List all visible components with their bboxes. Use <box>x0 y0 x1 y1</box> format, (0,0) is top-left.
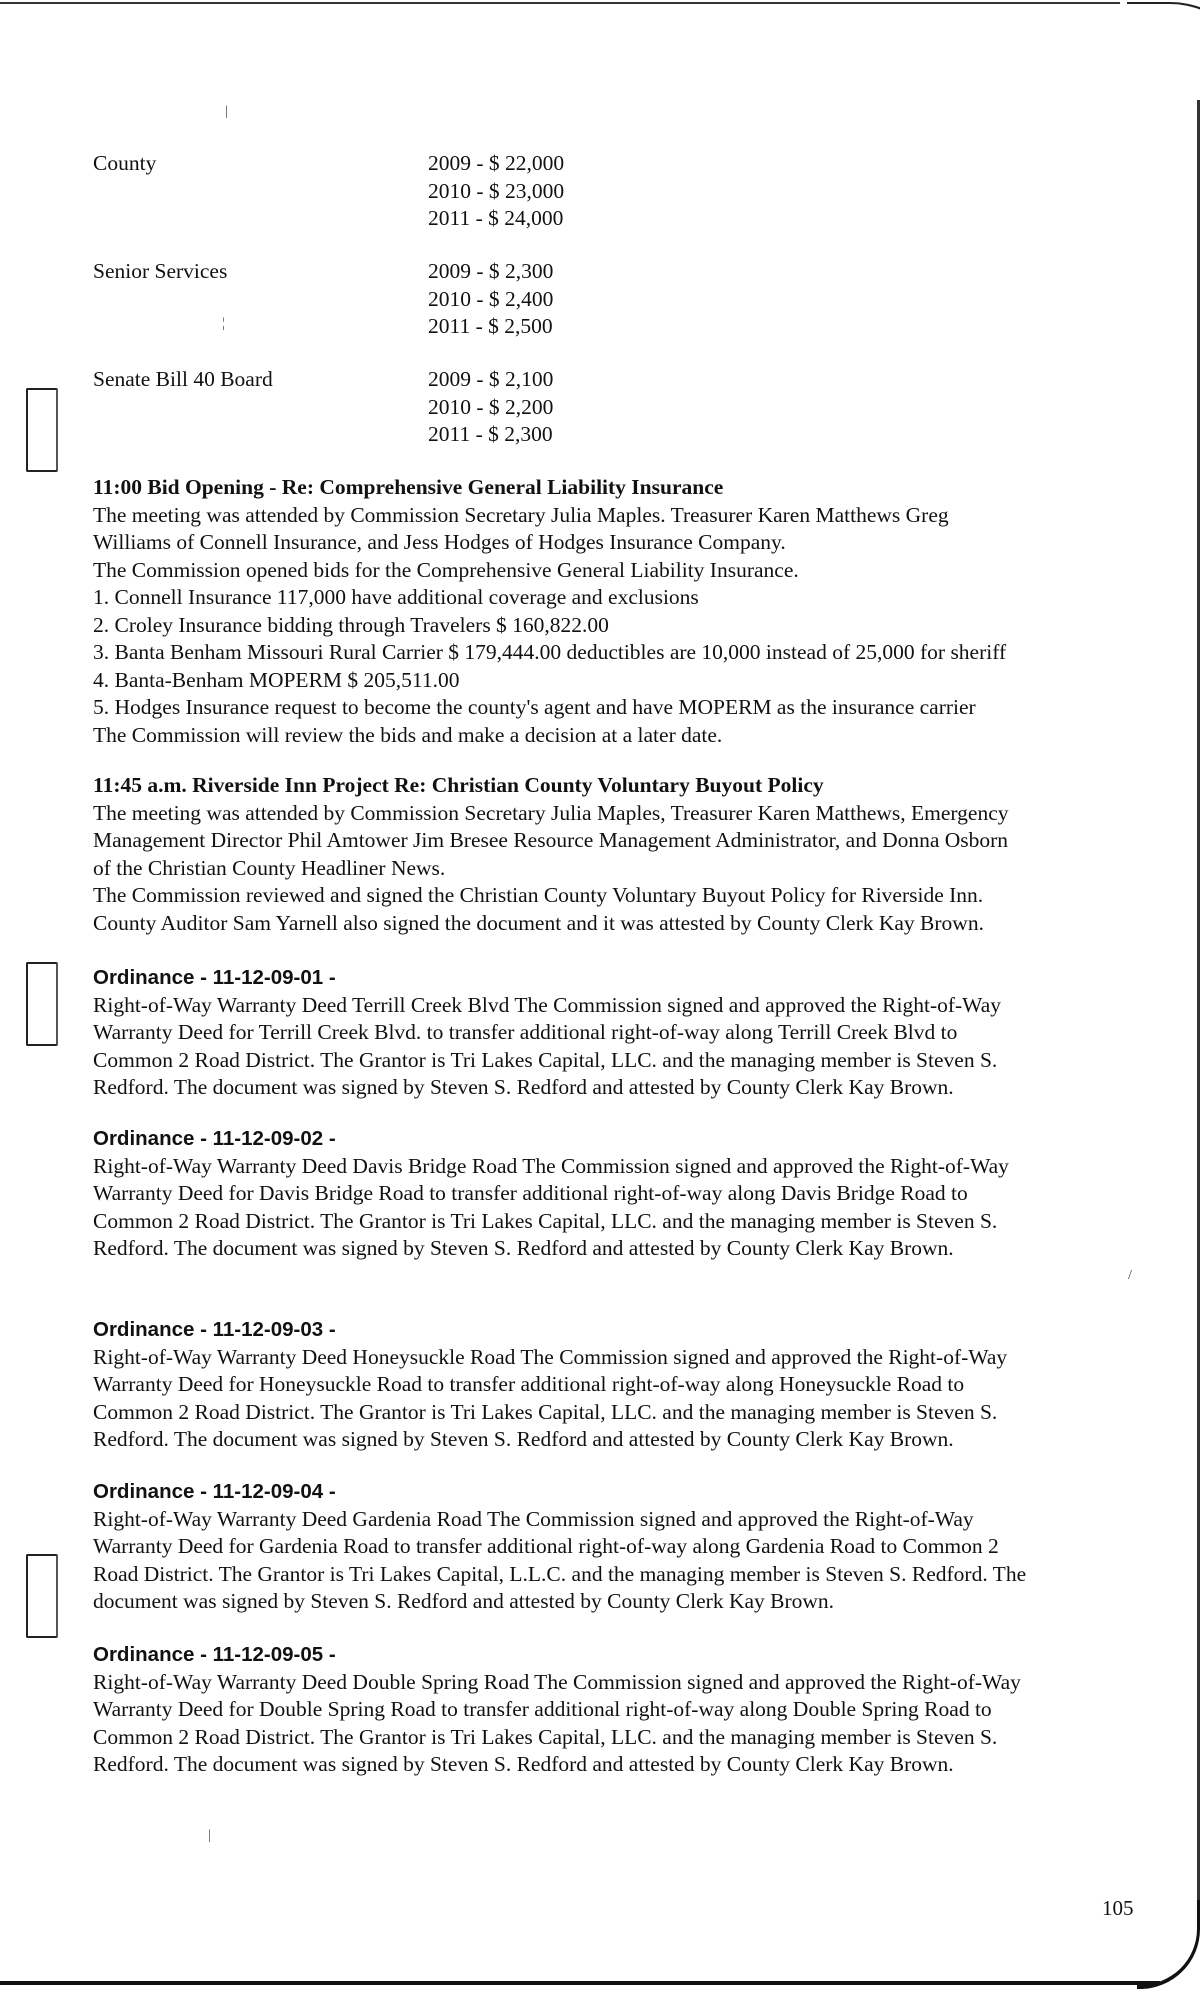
scan-mark: / <box>1128 1268 1132 1283</box>
body-line: 5. Hodges Insurance request to become the county's agent and have MOPERM as the insurance carrier <box>93 695 976 719</box>
budget-value: 2011 - $ 24,000 <box>428 206 564 230</box>
budget-values <box>428 258 553 341</box>
ordinance-section <box>93 1478 1133 1616</box>
body-line: 3. Banta Benham Missouri Rural Carrier $ 179,444.00 deductibles are 10,000 instead of 25,000 for sheriff <box>93 640 1007 664</box>
budget-value: 2009 - $ 22,000 <box>428 151 565 175</box>
body-line: Common 2 Road District. The Grantor is Tri Lakes Capital, LLC. and the managing member is Steven S. <box>93 1047 998 1072</box>
body-line: County Auditor Sam Yarnell also signed the document and it was attested by County Clerk Kay Brown. <box>93 910 984 935</box>
riverside-section <box>93 772 1133 937</box>
section-heading: 11:00 Bid Opening - Re: Comprehensive General Liability Insurance <box>93 475 724 499</box>
body-line: Warranty Deed for Honeysuckle Road to transfer additional right-of-way along Honeysuckle Road to <box>93 1372 965 1396</box>
body-line: Warranty Deed for Gardenia Road to transfer additional right-of-way along Gardenia Road to Common 2 <box>93 1534 999 1558</box>
budget-label: Senior Services <box>93 259 228 283</box>
scan-corner-curve <box>1127 2 1200 114</box>
body-line: Common 2 Road District. The Grantor is Tri Lakes Capital, LLC. and the managing member is Steven S. <box>93 1399 998 1424</box>
body-line: The Commission reviewed and signed the Christian County Voluntary Buyout Policy for Riverside Inn. <box>93 883 984 907</box>
body-line: Warranty Deed for Terrill Creek Blvd. to transfer additional right-of-way along Terrill Creek Blvd to <box>93 1020 958 1044</box>
body-line: The Commission opened bids for the Comprehensive General Liability Insurance. <box>93 557 799 582</box>
ordinance-section <box>93 1125 1133 1263</box>
body-line: Management Director Phil Amtower Jim Bresee Resource Management Administrator, and Donna Osborn <box>93 828 1009 852</box>
body-line: Redford. The document was signed by Steven S. Redford and attested by County Clerk Kay Brown. <box>93 1427 954 1451</box>
budget-values <box>428 366 553 449</box>
binder-hole <box>26 1554 58 1638</box>
ordinance-section <box>93 1641 1133 1779</box>
ordinance-heading: Ordinance - 11-12-09-02 - <box>93 1127 336 1150</box>
body-line: Redford. The document was signed by Steven S. Redford and attested by County Clerk Kay Brown. <box>93 1752 954 1776</box>
body-line: 2. Croley Insurance bidding through Travelers $ 160,822.00 <box>93 612 609 637</box>
body-line: Right-of-Way Warranty Deed Honeysuckle Road The Commission signed and approved the Right-of-Way <box>93 1344 1008 1369</box>
budget-label: County <box>93 151 157 175</box>
body-line: Warranty Deed for Davis Bridge Road to transfer additional right-of-way along Davis Bridge Road to <box>93 1181 968 1205</box>
ordinance-heading: Ordinance - 11-12-09-01 - <box>93 966 336 989</box>
body-line: 4. Banta-Benham MOPERM $ 205,511.00 <box>93 667 460 692</box>
body-line: Right-of-Way Warranty Deed Davis Bridge Road The Commission signed and approved the Right-of-Way <box>93 1153 1009 1178</box>
body-line: Redford. The document was signed by Steven S. Redford and attested by County Clerk Kay Brown. <box>93 1236 954 1260</box>
body-line: Common 2 Road District. The Grantor is Tri Lakes Capital, LLC. and the managing member is Steven S. <box>93 1724 998 1749</box>
budget-value: 2010 - $ 2,200 <box>428 394 554 419</box>
budget-label: Senate Bill 40 Board <box>93 367 273 391</box>
body-line: Right-of-Way Warranty Deed Gardenia Road The Commission signed and approved the Right-of-Way <box>93 1506 974 1531</box>
body-line: The meeting was attended by Commission Secretary Julia Maples. Treasurer Karen Matthews Greg <box>93 502 949 527</box>
binder-hole <box>26 388 58 472</box>
body-line: Redford. The document was signed by Steven S. Redford and attested by County Clerk Kay Brown. <box>93 1075 954 1099</box>
bid-opening-section <box>93 474 1133 749</box>
scan-mark: | <box>208 1828 211 1843</box>
scan-mark: | <box>225 104 228 119</box>
body-line: document was signed by Steven S. Redford and attested by County Clerk Kay Brown. <box>93 1589 835 1613</box>
budget-values <box>428 150 564 233</box>
body-line: Warranty Deed for Double Spring Road to transfer additional right-of-way along Double Spring Road to <box>93 1697 992 1721</box>
ordinance-section <box>93 964 1133 1102</box>
body-line: Right-of-Way Warranty Deed Terrill Creek Blvd The Commission signed and approved the Right-of-Way <box>93 992 1002 1017</box>
body-line: The meeting was attended by Commission Secretary Julia Maples, Treasurer Karen Matthews, Emergency <box>93 800 1009 825</box>
scan-edge-top <box>0 2 1120 4</box>
budget-value: 2010 - $ 23,000 <box>428 178 565 203</box>
ordinance-heading: Ordinance - 11-12-09-04 - <box>93 1480 336 1503</box>
budget-value: 2011 - $ 2,500 <box>428 314 553 338</box>
section-heading: 11:45 a.m. Riverside Inn Project Re: Christian County Voluntary Buyout Policy <box>93 773 824 797</box>
body-line: 1. Connell Insurance 117,000 have additional coverage and exclusions <box>93 585 699 609</box>
body-line: Road District. The Grantor is Tri Lakes Capital, L.L.C. and the managing member is Steven S. Redford. The <box>93 1561 1027 1586</box>
ordinance-heading: Ordinance - 11-12-09-05 - <box>93 1643 336 1666</box>
body-line: The Commission will review the bids and make a decision at a later date. <box>93 722 723 747</box>
body-line: Common 2 Road District. The Grantor is Tri Lakes Capital, LLC. and the managing member is Steven S. <box>93 1208 998 1233</box>
body-line: Right-of-Way Warranty Deed Double Spring Road The Commission signed and approved the Right-of-Way <box>93 1669 1021 1694</box>
budget-value: 2011 - $ 2,300 <box>428 422 553 446</box>
ordinance-heading: Ordinance - 11-12-09-03 - <box>93 1318 336 1341</box>
scan-corner-curve-bottom <box>1137 1900 1200 1989</box>
budget-value: 2010 - $ 2,400 <box>428 286 554 311</box>
budget-value: 2009 - $ 2,100 <box>428 367 554 391</box>
body-line: of the Christian County Headliner News. <box>93 855 446 880</box>
page-number: 105 <box>1102 1896 1134 1920</box>
scan-edge-bottom <box>0 1981 1160 1985</box>
binder-hole <box>26 962 58 1046</box>
budget-value: 2009 - $ 2,300 <box>428 259 554 283</box>
ordinance-section <box>93 1316 1133 1454</box>
body-line: Williams of Connell Insurance, and Jess Hodges of Hodges Insurance Company. <box>93 530 786 554</box>
scan-mark: ¦ <box>222 316 225 331</box>
